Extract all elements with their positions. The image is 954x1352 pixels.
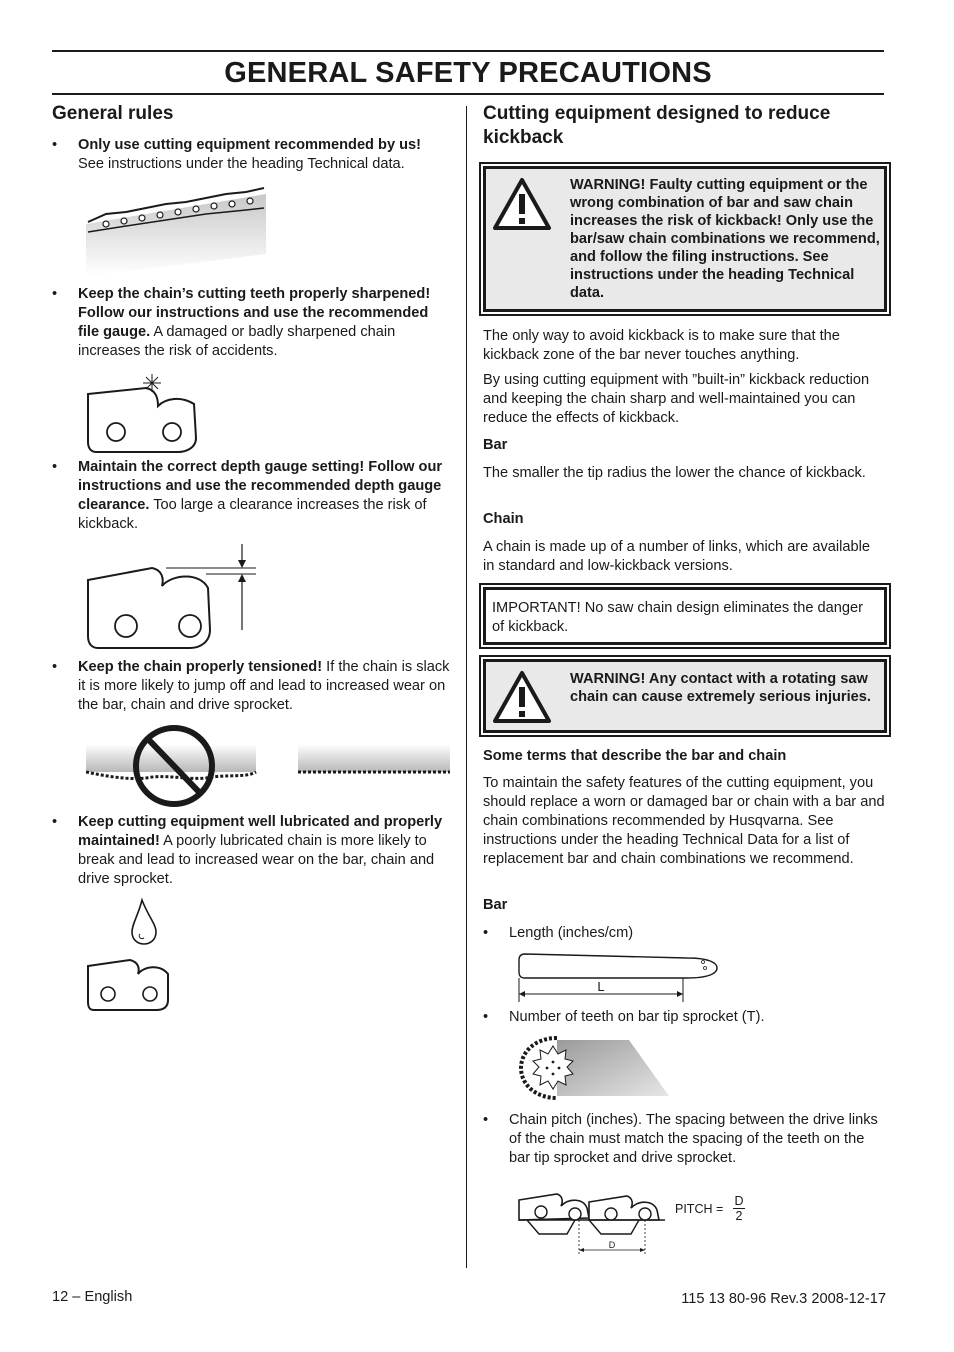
rule-item-2-bold: Keep the chain’s cutting teeth properly sharpened! Follow our instructions and use the recommended file gauge. xyxy=(78,286,431,340)
subheading-bar: Bar xyxy=(483,437,508,453)
bar-length-label: L xyxy=(597,979,605,994)
warning-triangle-icon xyxy=(492,670,552,724)
header-top-rule xyxy=(52,50,884,52)
bullet-dot: • xyxy=(52,814,58,830)
bar-term-pitch-text: Chain pitch (inches). The spacing between the drive links of the chain must match the spacing of the teeth on the bar tip sprocket and drive sprocket. xyxy=(509,1112,878,1166)
important-text: IMPORTANT! No saw chain design eliminates the danger of kickback. xyxy=(492,600,863,635)
chain-pitch-diagram xyxy=(517,1174,667,1260)
subheading-terms: Some terms that describe the bar and chain xyxy=(483,748,787,764)
bullet-dot: • xyxy=(52,137,58,153)
chain-tension-illustration xyxy=(86,722,454,810)
bar-tip-sprocket-diagram xyxy=(517,1034,673,1102)
pitch-fraction-denominator: 2 xyxy=(735,1209,743,1223)
para-bar-tip-radius: The smaller the tip radius the lower the chance of kickback. xyxy=(483,465,866,481)
rule-item-4-text: If the chain is slack it is more likely to jump off and lead to increased wear on the bar, chain and drive sprocket. xyxy=(78,659,450,713)
pitch-fraction xyxy=(733,1194,745,1223)
right-column xyxy=(483,102,891,1262)
chain-on-bar-illustration xyxy=(86,184,268,276)
footer-page-number: 12 – English xyxy=(52,1289,133,1305)
para-builtin-reduction: By using cutting equipment with ”built-in” kickback reduction and keeping the chain sharp and well-maintained you can reduce the effects of kickback. xyxy=(483,372,870,426)
rule-item-4-bold: Keep the chain properly tensioned! xyxy=(78,659,323,675)
bar-term-length-text: Length (inches/cm) xyxy=(509,925,634,941)
rule-item-3-bold: Maintain the correct depth gauge setting! Follow our instructions and use the recommended depth gauge clearance. xyxy=(78,459,443,513)
left-column xyxy=(52,102,452,1262)
rule-item-1-text: See instructions under the heading Technical data. xyxy=(78,156,405,172)
section-heading-general-rules: General rules xyxy=(52,103,174,124)
bullet-dot: • xyxy=(52,286,58,302)
important-box xyxy=(483,587,887,645)
para-kickback-zone: The only way to avoid kickback is to make sure that the kickback zone of the bar never touches anything. xyxy=(483,328,840,363)
warning-triangle-icon xyxy=(492,177,552,231)
bullet-dot: • xyxy=(483,925,489,941)
rule-item-5-text: A poorly lubricated chain is more likely to break and lead to increased wear on the bar, chain and drive sprocket. xyxy=(78,833,435,887)
section-heading-cutting-equipment: Cutting equipment designed to reduce kickback xyxy=(483,103,831,148)
pitch-formula xyxy=(675,1202,723,1216)
rule-item-2-text: A damaged or badly sharpened chain increases the risk of accidents. xyxy=(78,324,396,359)
warning-box-rotating-chain xyxy=(483,659,887,733)
pitch-fraction-numerator: D xyxy=(734,1194,744,1208)
warning-text-kickback: WARNING! Faulty cutting equipment or the wrong combination of bar and saw chain increases the risk of kickback! Only use the bar/saw chain combinations we recommend, and follow the filing instructions. See instructions under the heading Technical data. xyxy=(570,177,880,301)
bar-length-diagram xyxy=(517,948,727,1004)
warning-text-rotating-chain: WARNING! Any contact with a rotating saw chain can cause extremely serious injuries. xyxy=(570,671,871,705)
sharpened-cutter-illustration xyxy=(86,368,201,456)
header-bottom-rule xyxy=(52,93,884,95)
depth-gauge-illustration xyxy=(86,542,258,652)
bullet-dot: • xyxy=(483,1112,489,1128)
subheading-chain: Chain xyxy=(483,511,524,527)
bullet-dot: • xyxy=(52,459,58,475)
bar-term-teeth-text: Number of teeth on bar tip sprocket (T). xyxy=(509,1009,765,1025)
footer-document-id: 115 13 80-96 Rev.3 2008-12-17 xyxy=(681,1291,886,1307)
subheading-bar-2: Bar xyxy=(483,897,508,913)
bullet-dot: • xyxy=(483,1009,489,1025)
para-replacement-combinations: To maintain the safety features of the cutting equipment, you should replace a worn or damaged bar or chain with a bar and chain combinations recommended by Husqvarna. See instructions under the heading Technical Data for a list of replacement bar and chain combinations we recommend. xyxy=(483,775,885,867)
bullet-dot: • xyxy=(52,659,58,675)
rule-item-3-text: Too large a clearance increases the risk of kickback. xyxy=(78,497,427,532)
para-chain-links: A chain is made up of a number of links, which are available in standard and low-kickback versions. xyxy=(483,539,870,574)
pitch-formula-label: PITCH = xyxy=(675,1202,724,1216)
oil-drop-cutter-illustration xyxy=(86,896,176,1012)
page-title: GENERAL SAFETY PRECAUTIONS xyxy=(224,57,712,89)
pitch-d-label: D xyxy=(608,1240,616,1250)
rule-item-5-bold: Keep cutting equipment well lubricated and properly maintained! xyxy=(78,814,443,849)
rule-item-1-bold: Only use cutting equipment recommended by us! xyxy=(78,137,422,153)
warning-box-kickback xyxy=(483,166,887,312)
column-divider xyxy=(466,106,467,1268)
